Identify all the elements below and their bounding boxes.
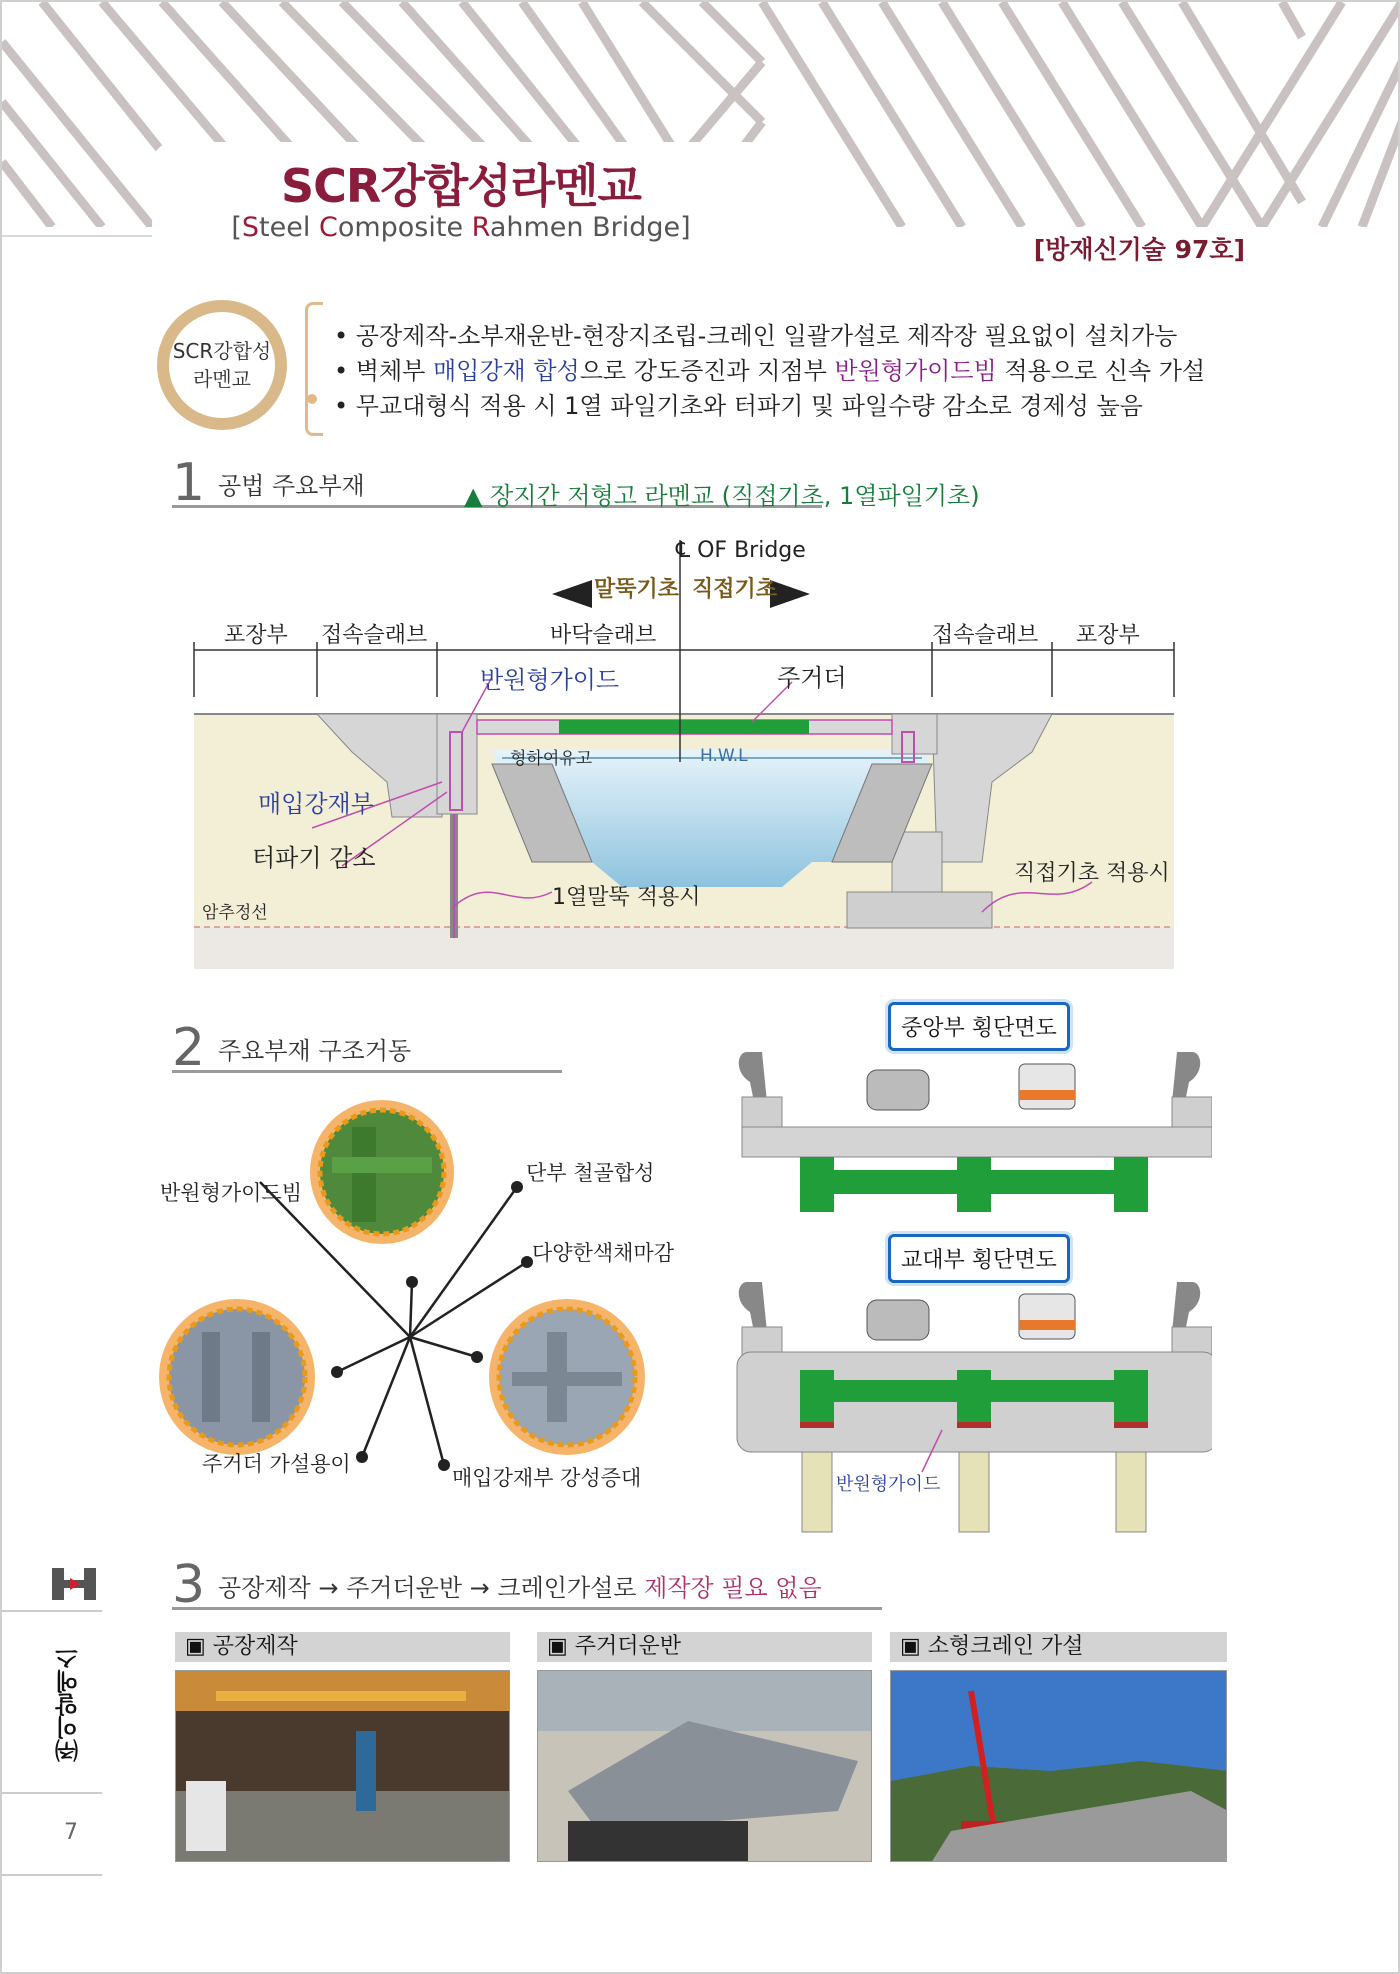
page-title: SCR강합성라멘교 [281,159,641,213]
hwl-label: H.W.L [700,746,748,766]
direct-foundation-label: 직접기초 [692,577,778,602]
cl-label: ℄ OF Bridge [676,538,806,563]
approach-slab-right-label: 접속슬래브 [932,623,1039,648]
abutment-section-caption: 교대부 횡단면도 [888,1234,1070,1283]
photo-label-factory: ▣ 공장제작 [175,1632,510,1662]
section-1-header: 1 공법 주요부재 [172,462,822,508]
semicircular-guide-beam-label: 반원형가이드빔 [160,1181,303,1205]
bullet-1: • 공장제작-소부재운반-현장지조립-크레인 일괄가설로 제작장 필요없이 설치가능 [334,322,1178,350]
semicircular-guide-label: 반원형가이드 [480,666,620,694]
section-2-header: 2 주요부재 구조거동 [172,1027,562,1073]
excavation-label: 터파기 감소 [252,844,376,872]
pile-apply-label: 1열말뚝 적용시 [552,885,701,910]
mountain-icon: ▲ [464,482,483,510]
approach-slab-left-label: 접속슬래브 [321,623,428,648]
company-name: ㈜이알에스 [56,1647,82,1762]
crane-photo [890,1670,1227,1862]
bracket-dot [307,394,317,404]
divider [2,235,152,237]
ring-label-2: 라멘교 [193,367,251,391]
color-finish-label: 다양한색채마감 [532,1241,675,1265]
side-divider-1 [2,1610,102,1612]
cross-guide-label: 반원형가이드 [836,1474,941,1495]
pile-foundation-label: 말뚝기초 [594,577,680,602]
ring-label-1: SCR강합성 [172,339,272,363]
company-logo [52,1568,96,1600]
photo-label-crane: ▣ 소형크레인 가설 [890,1632,1227,1662]
intro-ring [157,300,287,430]
section-3-header: 3 공장제작 → 주거더운반 → 크레인가설로 제작장 필요 없음 [172,1564,882,1610]
end-steel-composite-label: 단부 철골합성 [526,1161,655,1185]
cross-section-drawings [732,1042,1212,1542]
bullet-2: • 벽체부 매입강재 합성으로 강도증진과 지점부 반원형가이드빔 적용으로 신속 가설 [334,357,1206,385]
bullet-3: • 무교대형식 적용 시 1열 파일기초와 터파기 및 파일수량 감소로 경제성 높음 [334,392,1143,420]
publication-label: [방재신기술 97호] [1033,235,1245,264]
factory-photo [175,1670,510,1862]
bracket [305,302,323,436]
side-divider-3 [2,1874,102,1876]
clearance-label: 형하여유고 [510,749,593,769]
behavior-diagram [152,1087,692,1507]
center-section-caption: 중앙부 횡단면도 [888,1002,1070,1051]
page-number: 7 [64,1820,78,1845]
embedded-steel-label: 매입강재부 [258,790,374,818]
transport-photo [537,1670,872,1862]
side-divider-2 [2,1792,102,1794]
main-girder-label: 주거더 [777,664,847,692]
photo-label-transport: ▣ 주거더운반 [537,1632,872,1662]
section-1-subtitle: ▲ 장지간 저형고 라멘교 (직접기초, 1열파일기초) [464,482,980,510]
pavement-right-label: 포장부 [1076,623,1140,648]
pavement-left-label: 포장부 [224,623,288,648]
girder-erection-label: 주거더 가설용이 [202,1452,351,1476]
page-subtitle: [Steel Composite Rahmen Bridge] [231,212,691,243]
rock-line-label: 암추정선 [202,903,268,923]
deck-slab-label: 바닥슬래브 [550,623,657,648]
embedded-stiffness-label: 매입강재부 강성증대 [452,1466,642,1490]
direct-apply-label: 직접기초 적용시 [1014,861,1170,886]
